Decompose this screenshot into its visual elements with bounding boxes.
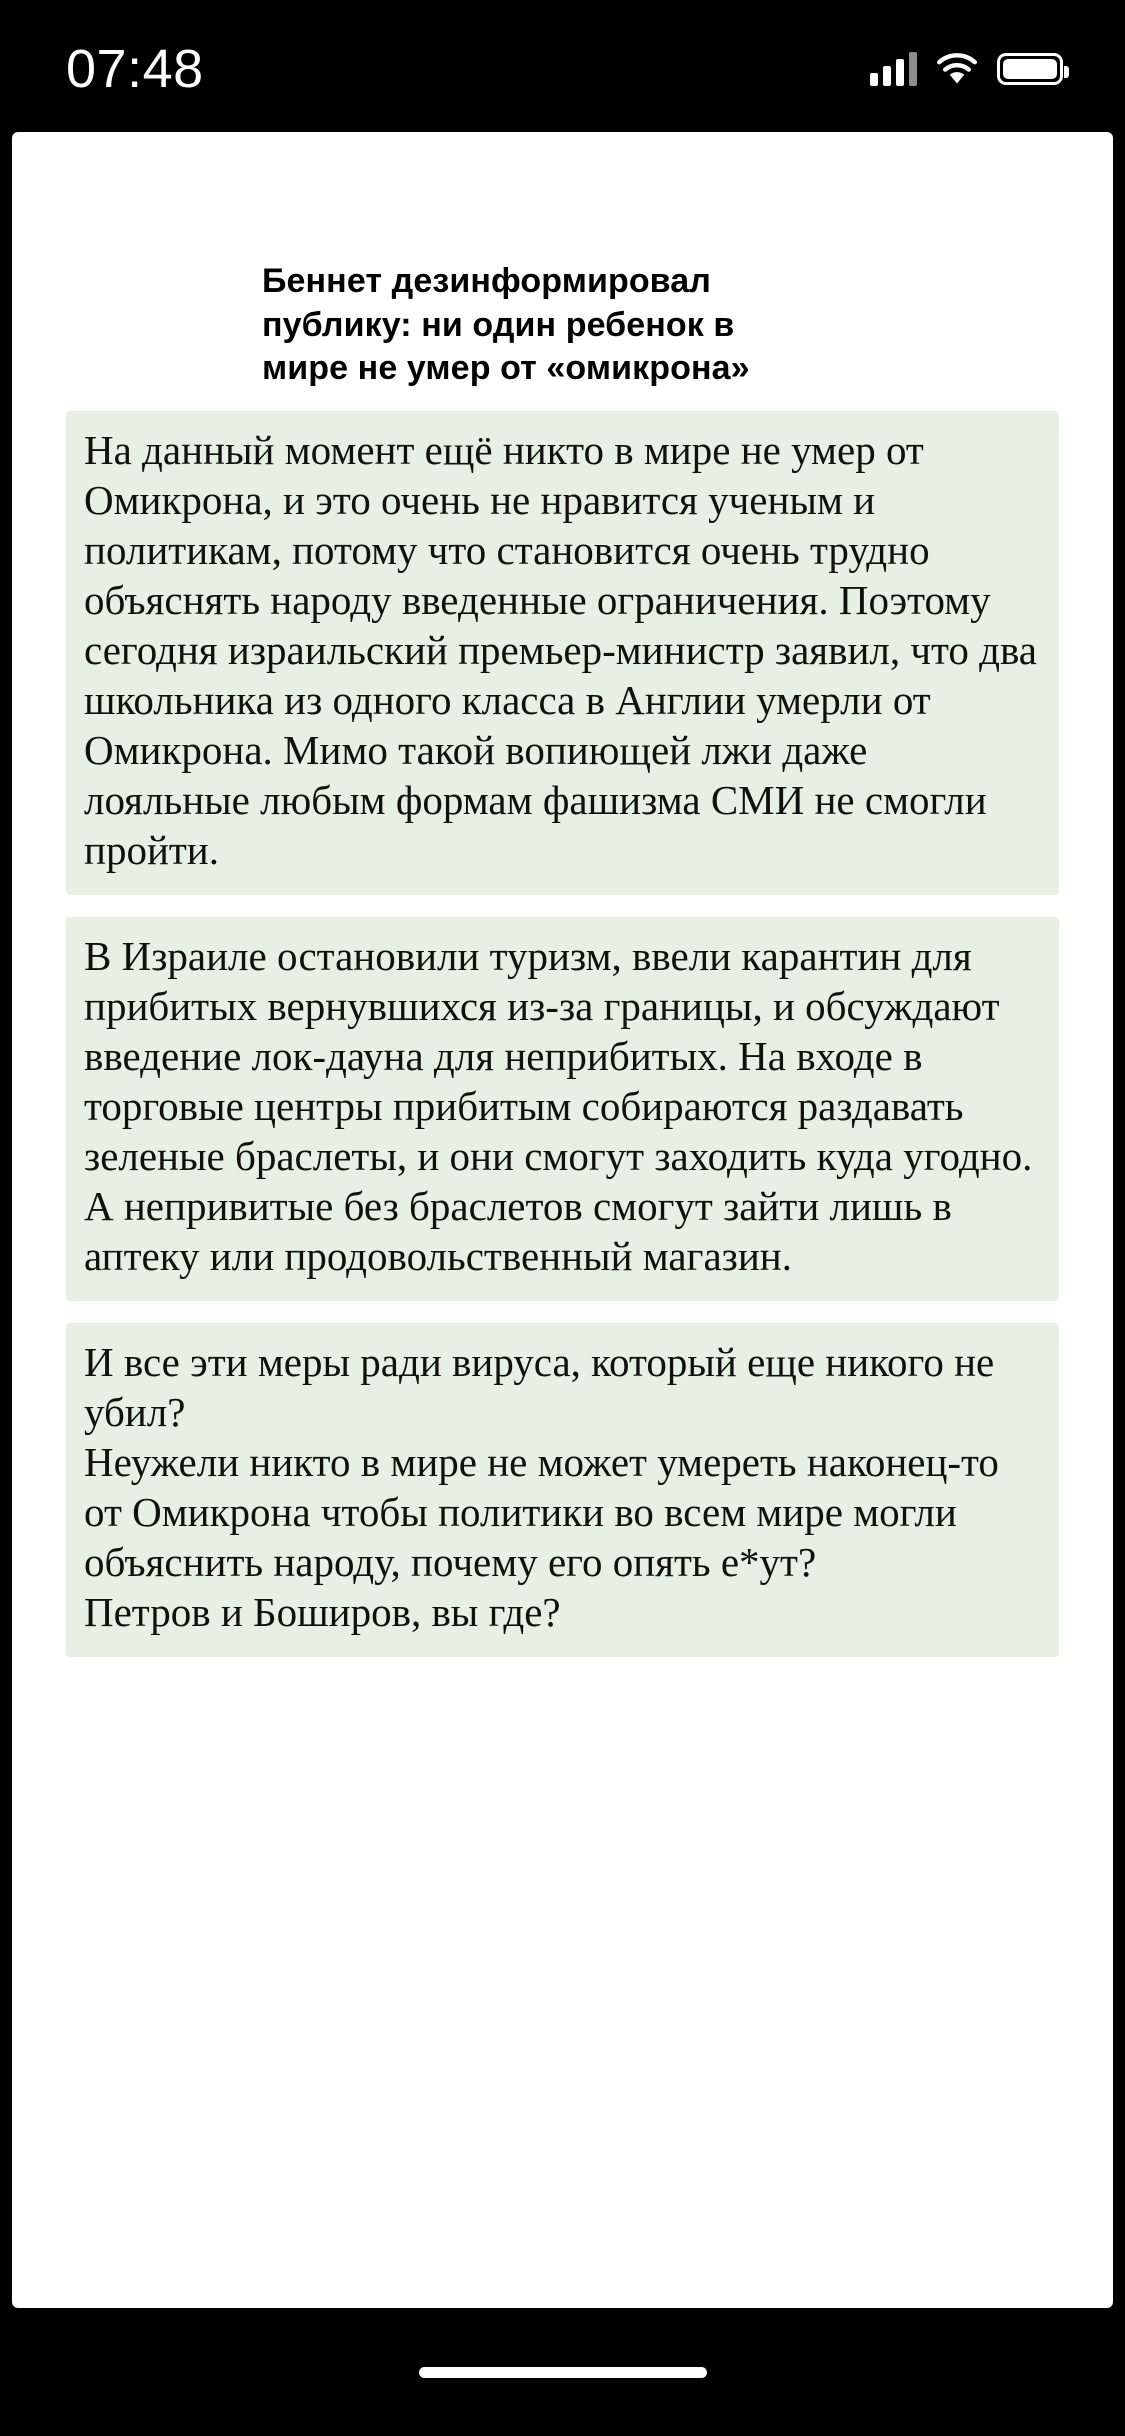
message-text-2: В Израиле остановили туризм, ввели карантин для прибитых вернувшихся из-за границы, и обсуждают введение лок-дауна для неприбитых. На входе в торговые центры прибитым собираются раздавать зеленые браслеты, и они смогут заходить куда угодно. А непривитые без браслетов смогут зайти лишь в аптеку или продовольственный магазин. — [84, 932, 1033, 1279]
status-bar-indicators — [870, 46, 1063, 86]
cellular-signal-icon — [870, 52, 917, 86]
home-indicator[interactable] — [419, 2367, 707, 2378]
message-bubble-3 — [66, 1323, 1059, 1657]
message-bubble-1 — [66, 411, 1059, 895]
page-title: Беннет дезинформировал публику: ни один ребенок в мире не умер от «омикрона» — [262, 262, 750, 388]
status-bar — [0, 0, 1125, 132]
message-text-1: На данный момент ещё никто в мире не умер от Омикрона, и это очень не нравится ученым и политикам, потому что становится очень трудно объяснять народу введенные ограничения. Поэтому сегодня израильский премьер-министр заявил, что два школьника из одного класса в Англии умерли от Омикрона. Мимо такой вопиющей лжи даже лояльные любым формам фашизма СМИ не смогли пройти. — [84, 426, 1038, 873]
article-body — [12, 260, 1113, 1657]
status-bar-clock: 07:48 — [66, 39, 204, 99]
content-sheet — [12, 132, 1113, 2308]
message-text-3-line-3: Петров и Боширов, вы где? — [84, 1588, 561, 1635]
message-text-3-line-1: И все эти меры ради вируса, который еще никого не убил? — [84, 1338, 995, 1435]
bottom-bar — [0, 2308, 1125, 2436]
wifi-icon — [935, 52, 979, 86]
message-bubble-2 — [66, 917, 1059, 1301]
message-text-3-line-2: Неужели никто в мире не может умереть наконец-то от Омикрона чтобы политики во всем мире могли объяснить народу, почему его опять е*ут? — [84, 1438, 999, 1585]
battery-icon — [997, 53, 1063, 85]
